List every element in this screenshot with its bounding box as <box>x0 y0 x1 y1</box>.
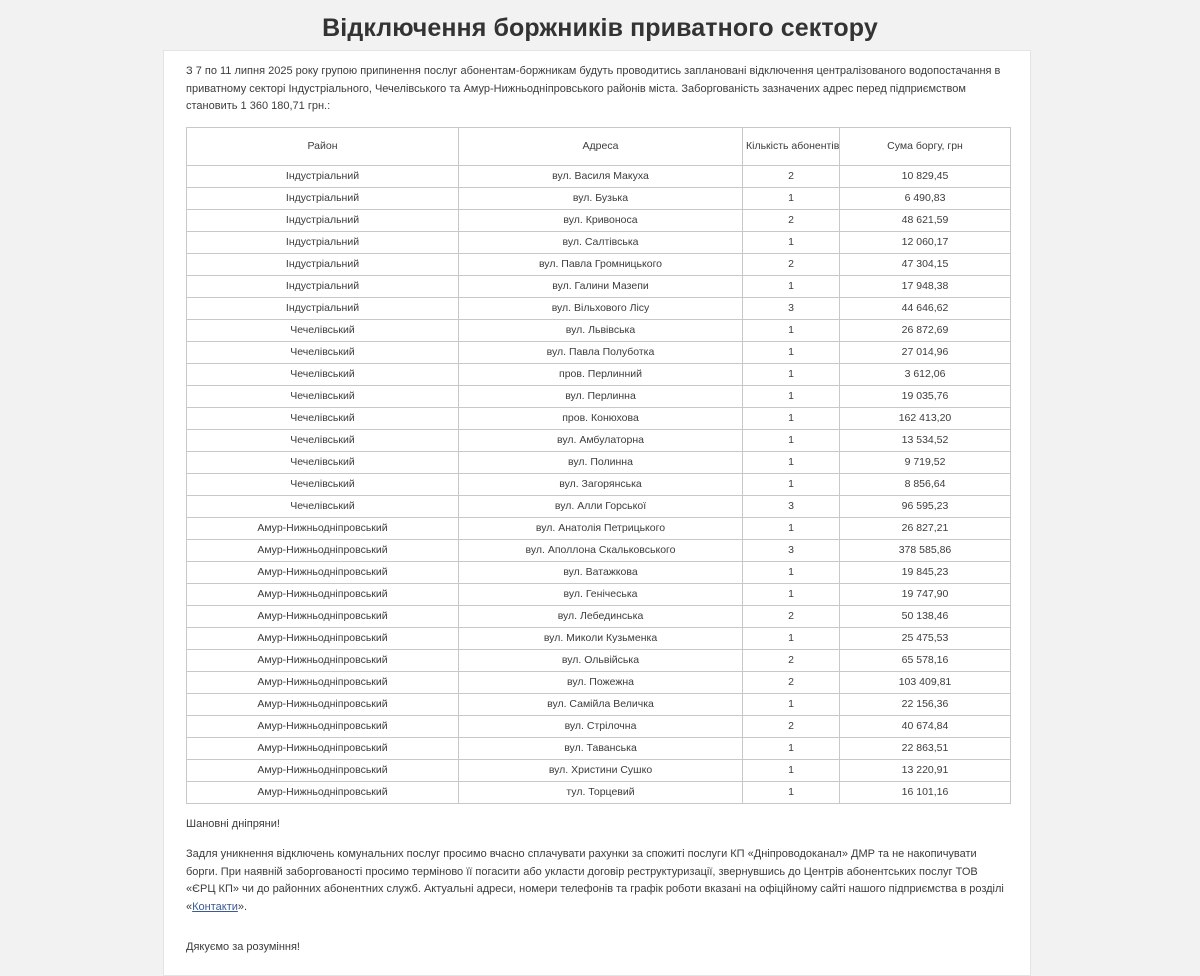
cell-debt-sum: 65 578,16 <box>840 649 1011 671</box>
cell-district: Індустріальний <box>187 275 459 297</box>
table-row <box>187 517 1011 539</box>
outro-greeting: Шановні дніпряни! <box>186 817 280 830</box>
cell-district: Індустріальний <box>187 253 459 275</box>
table-row <box>187 209 1011 231</box>
cell-subscriber-count: 1 <box>743 429 840 451</box>
cell-debt-sum: 44 646,62 <box>840 297 1011 319</box>
table-row <box>187 583 1011 605</box>
cell-address: вул. Василя Макуха <box>459 165 743 187</box>
cell-debt-sum: 8 856,64 <box>840 473 1011 495</box>
table-row <box>187 451 1011 473</box>
cell-address: вул. Полинна <box>459 451 743 473</box>
cell-address: вул. Кривоноса <box>459 209 743 231</box>
cell-subscriber-count: 1 <box>743 737 840 759</box>
cell-debt-sum: 103 409,81 <box>840 671 1011 693</box>
debtors-table <box>186 127 1011 804</box>
cell-subscriber-count: 1 <box>743 363 840 385</box>
cell-address: вул. Миколи Кузьменка <box>459 627 743 649</box>
cell-subscriber-count: 3 <box>743 495 840 517</box>
cell-district: Амур-Нижньодніпровський <box>187 583 459 605</box>
cell-subscriber-count: 1 <box>743 187 840 209</box>
cell-address: вул. Христини Сушко <box>459 759 743 781</box>
cell-debt-sum: 6 490,83 <box>840 187 1011 209</box>
cell-debt-sum: 47 304,15 <box>840 253 1011 275</box>
cell-address: вул. Перлинна <box>459 385 743 407</box>
cell-debt-sum: 22 156,36 <box>840 693 1011 715</box>
cell-address: тул. Торцевий <box>459 781 743 803</box>
cell-debt-sum: 9 719,52 <box>840 451 1011 473</box>
cell-debt-sum: 17 948,38 <box>840 275 1011 297</box>
cell-district: Чечелівський <box>187 341 459 363</box>
outro-section <box>186 816 1008 957</box>
cell-district: Амур-Нижньодніпровський <box>187 737 459 759</box>
table-row <box>187 363 1011 385</box>
cell-subscriber-count: 1 <box>743 759 840 781</box>
table-header <box>187 127 1011 165</box>
table-body <box>187 165 1011 803</box>
cell-subscriber-count: 1 <box>743 517 840 539</box>
cell-address: пров. Перлинний <box>459 363 743 385</box>
table-row <box>187 341 1011 363</box>
cell-district: Амур-Нижньодніпровський <box>187 715 459 737</box>
cell-district: Чечелівський <box>187 363 459 385</box>
cell-address: вул. Анатолія Петрицького <box>459 517 743 539</box>
cell-address: вул. Самійла Величка <box>459 693 743 715</box>
cell-district: Амур-Нижньодніпровський <box>187 517 459 539</box>
table-row <box>187 231 1011 253</box>
cell-address: вул. Таванська <box>459 737 743 759</box>
cell-district: Чечелівський <box>187 429 459 451</box>
table-row <box>187 561 1011 583</box>
cell-subscriber-count: 1 <box>743 341 840 363</box>
cell-district: Індустріальний <box>187 297 459 319</box>
cell-address: вул. Павла Полуботка <box>459 341 743 363</box>
cell-subscriber-count: 1 <box>743 561 840 583</box>
cell-address: вул. Пожежна <box>459 671 743 693</box>
contacts-link[interactable]: Контакти <box>192 900 238 913</box>
cell-subscriber-count: 1 <box>743 385 840 407</box>
table-row <box>187 473 1011 495</box>
content-card <box>163 50 1031 976</box>
table-row <box>187 759 1011 781</box>
cell-debt-sum: 48 621,59 <box>840 209 1011 231</box>
cell-debt-sum: 378 585,86 <box>840 539 1011 561</box>
table-header-row <box>187 127 1011 165</box>
cell-address: вул. Аполлона Скальковського <box>459 539 743 561</box>
table-row <box>187 429 1011 451</box>
table-row <box>187 737 1011 759</box>
cell-subscriber-count: 1 <box>743 451 840 473</box>
table-row <box>187 297 1011 319</box>
cell-district: Індустріальний <box>187 165 459 187</box>
outro-body <box>186 846 1008 916</box>
table-row <box>187 495 1011 517</box>
cell-subscriber-count: 1 <box>743 781 840 803</box>
cell-debt-sum: 16 101,16 <box>840 781 1011 803</box>
cell-subscriber-count: 1 <box>743 583 840 605</box>
cell-district: Амур-Нижньодніпровський <box>187 693 459 715</box>
cell-debt-sum: 10 829,45 <box>840 165 1011 187</box>
cell-debt-sum: 19 035,76 <box>840 385 1011 407</box>
cell-address: вул. Бузька <box>459 187 743 209</box>
table-row <box>187 253 1011 275</box>
column-header-debt-sum: Сума боргу, грн <box>840 127 1011 165</box>
cell-address: вул. Генічеська <box>459 583 743 605</box>
cell-address: вул. Галини Мазепи <box>459 275 743 297</box>
cell-subscriber-count: 2 <box>743 671 840 693</box>
cell-district: Чечелівський <box>187 451 459 473</box>
column-header-district: Район <box>187 127 459 165</box>
table-row <box>187 715 1011 737</box>
cell-subscriber-count: 1 <box>743 693 840 715</box>
table-row <box>187 187 1011 209</box>
table-row <box>187 165 1011 187</box>
cell-district: Індустріальний <box>187 231 459 253</box>
table-row <box>187 627 1011 649</box>
cell-debt-sum: 27 014,96 <box>840 341 1011 363</box>
cell-subscriber-count: 2 <box>743 605 840 627</box>
table-row <box>187 693 1011 715</box>
cell-subscriber-count: 1 <box>743 275 840 297</box>
table-row <box>187 385 1011 407</box>
cell-district: Амур-Нижньодніпровський <box>187 649 459 671</box>
cell-subscriber-count: 1 <box>743 231 840 253</box>
table-row <box>187 781 1011 803</box>
outro-body-part1: Задля уникнення відключень комунальних послуг просимо вчасно сплачувати рахунки за спожиті послуги КП «Дніпроводоканал» ДМР та не накопичувати борги. При наявній заборгованості просимо терміново її погасити або укласти договір реструктуризації, звернувшись до Центрів абонентських послуг ТОВ «ЄРЦ КП» чи до районних абонентних служб. Актуальні адреси, номери телефонів та графік роботи вказані на офіційному сайті нашого підприємства в розділі « <box>186 848 1004 913</box>
table-row <box>187 671 1011 693</box>
cell-district: Чечелівський <box>187 495 459 517</box>
cell-debt-sum: 50 138,46 <box>840 605 1011 627</box>
cell-address: вул. Алли Горської <box>459 495 743 517</box>
cell-subscriber-count: 2 <box>743 253 840 275</box>
table-row <box>187 605 1011 627</box>
cell-address: вул. Лебединська <box>459 605 743 627</box>
cell-district: Чечелівський <box>187 319 459 341</box>
cell-address: вул. Вільхового Лісу <box>459 297 743 319</box>
column-header-subscriber-count: Кількість абонентів <box>743 127 840 165</box>
page-title: Відключення боржників приватного сектору <box>322 14 878 42</box>
table-row <box>187 539 1011 561</box>
cell-district: Амур-Нижньодніпровський <box>187 759 459 781</box>
cell-subscriber-count: 2 <box>743 715 840 737</box>
cell-subscriber-count: 1 <box>743 319 840 341</box>
cell-district: Амур-Нижньодніпровський <box>187 671 459 693</box>
cell-district: Чечелівський <box>187 407 459 429</box>
cell-debt-sum: 26 827,21 <box>840 517 1011 539</box>
cell-debt-sum: 26 872,69 <box>840 319 1011 341</box>
outro-body-part2: ». <box>237 900 248 913</box>
cell-address: вул. Ольвійська <box>459 649 743 671</box>
cell-subscriber-count: 2 <box>743 649 840 671</box>
cell-address: вул. Загорянська <box>459 473 743 495</box>
outro-thanks: Дякуємо за розуміння! <box>186 941 300 953</box>
cell-debt-sum: 25 475,53 <box>840 627 1011 649</box>
cell-district: Чечелівський <box>187 385 459 407</box>
cell-subscriber-count: 3 <box>743 539 840 561</box>
cell-debt-sum: 19 845,23 <box>840 561 1011 583</box>
cell-district: Амур-Нижньодніпровський <box>187 627 459 649</box>
cell-district: Амур-Нижньодніпровський <box>187 605 459 627</box>
cell-debt-sum: 13 534,52 <box>840 429 1011 451</box>
cell-district: Амур-Нижньодніпровський <box>187 781 459 803</box>
column-header-address: Адреса <box>459 127 743 165</box>
table-row <box>187 275 1011 297</box>
table-row <box>187 319 1011 341</box>
cell-subscriber-count: 2 <box>743 209 840 231</box>
cell-debt-sum: 162 413,20 <box>840 407 1011 429</box>
cell-debt-sum: 96 595,23 <box>840 495 1011 517</box>
cell-address: вул. Ватажкова <box>459 561 743 583</box>
cell-debt-sum: 12 060,17 <box>840 231 1011 253</box>
cell-subscriber-count: 1 <box>743 627 840 649</box>
table-row <box>187 649 1011 671</box>
cell-address: вул. Львівська <box>459 319 743 341</box>
cell-debt-sum: 19 747,90 <box>840 583 1011 605</box>
cell-district: Індустріальний <box>187 187 459 209</box>
cell-subscriber-count: 1 <box>743 407 840 429</box>
cell-district: Амур-Нижньодніпровський <box>187 539 459 561</box>
cell-address: вул. Салтівська <box>459 231 743 253</box>
cell-debt-sum: 3 612,06 <box>840 363 1011 385</box>
cell-debt-sum: 13 220,91 <box>840 759 1011 781</box>
cell-district: Чечелівський <box>187 473 459 495</box>
cell-district: Амур-Нижньодніпровський <box>187 561 459 583</box>
cell-address: пров. Конюхова <box>459 407 743 429</box>
cell-debt-sum: 22 863,51 <box>840 737 1011 759</box>
cell-address: вул. Павла Громницького <box>459 253 743 275</box>
cell-subscriber-count: 2 <box>743 165 840 187</box>
cell-debt-sum: 40 674,84 <box>840 715 1011 737</box>
intro-paragraph: З 7 по 11 липня 2025 року групою припинення послуг абонентам-боржникам будуть проводитись заплановані відключення централізованого водопостачання в приватному секторі Індустріального, Чечелівського та Амур-Нижньодніпровського районів міста. Заборгованість зазначених адрес перед підприємством становить 1 360 180,71 грн.: <box>186 65 1001 112</box>
cell-address: вул. Стрілочна <box>459 715 743 737</box>
cell-subscriber-count: 1 <box>743 473 840 495</box>
cell-address: вул. Амбулаторна <box>459 429 743 451</box>
cell-district: Індустріальний <box>187 209 459 231</box>
cell-subscriber-count: 3 <box>743 297 840 319</box>
table-row <box>187 407 1011 429</box>
